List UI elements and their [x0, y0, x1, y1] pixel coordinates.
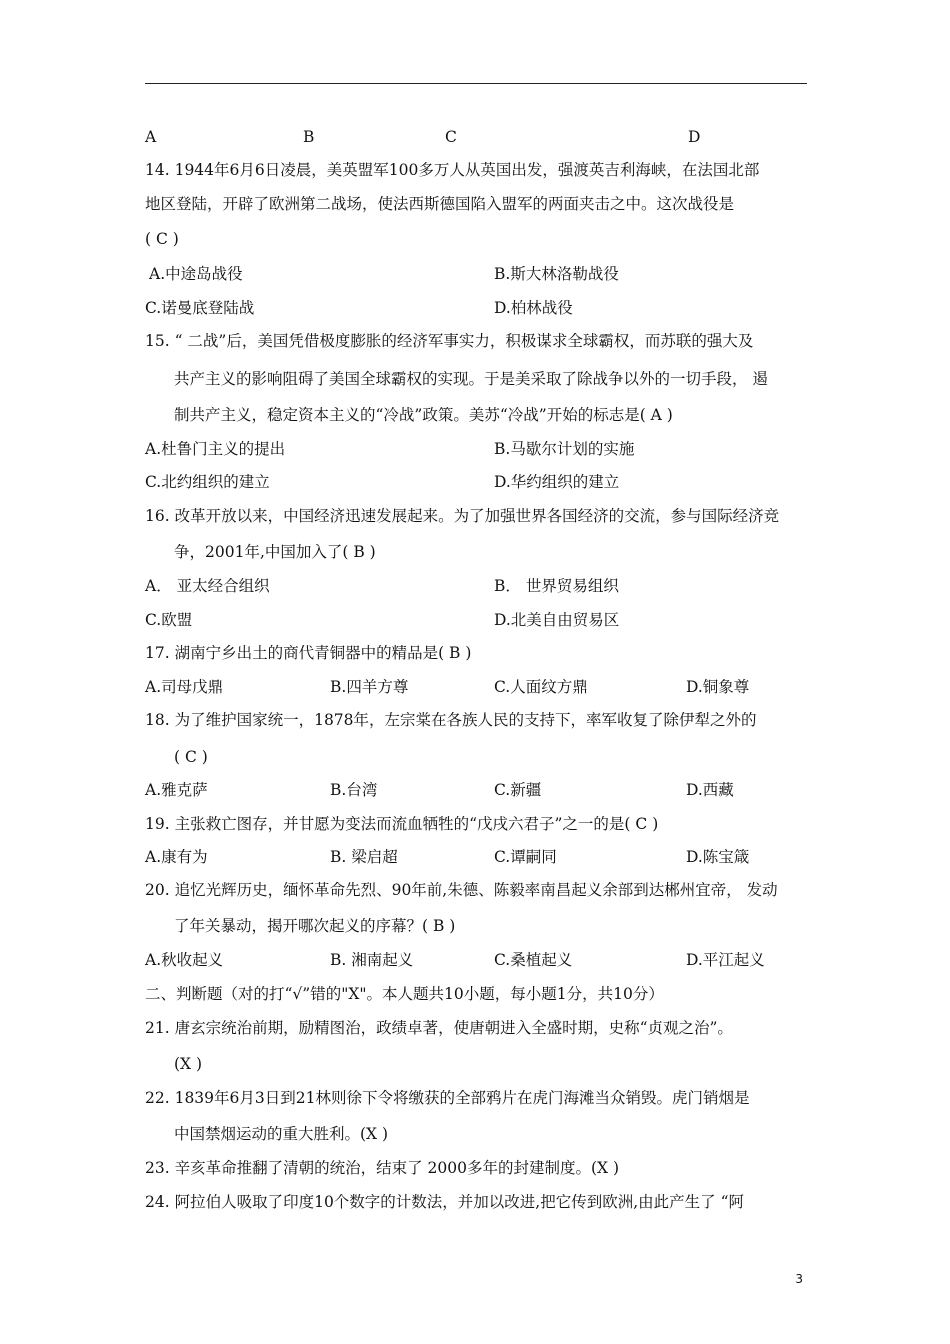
question-15-option-c: C.北约组织的建立	[145, 473, 270, 491]
question-18-option-c: C.新疆	[494, 781, 542, 799]
question-17-option-a: A.司母戊鼎	[145, 678, 224, 696]
header-rule	[145, 83, 807, 84]
question-20-option-a: A.秋收起义	[145, 951, 224, 969]
question-17-option-b: B.四羊方尊	[330, 678, 409, 696]
question-22-line-2: 中国禁烟运动的重大胜利。(X )	[174, 1125, 389, 1143]
question-14-line-1: 14. 1944年6月6日凌晨，美英盟军100多万人从英国出发，强渡英吉利海峡，在法国北部	[145, 161, 760, 179]
question-15-line-2: 共产主义的影响阻碍了美国全球霸权的实现。于是美采取了除战争以外的一切手段， 遏	[174, 370, 768, 388]
question-18-line-1: 18. 为了维护国家统一，1878年，左宗棠在各族人民的支持下，率军收复了除伊犁之外的	[145, 711, 757, 729]
question-20-line-2: 了年关暴动，揭开哪次起义的序幕？( B )	[174, 917, 456, 935]
question-16-option-c: C.欧盟	[145, 611, 193, 629]
question-18-option-d: D.西藏	[686, 781, 734, 799]
question-14-option-d: D.柏林战役	[494, 299, 573, 317]
question-15-line-3: 制共产主义，稳定资本主义的“冷战”政策。美苏“冷战”开始的标志是( A )	[174, 406, 673, 424]
question-15-line-1: 15. “ 二战”后，美国凭借极度膨胀的经济军事实力，积极谋求全球霸权，而苏联的强大及	[145, 332, 754, 350]
question-16-line-2: 争，2001年,中国加入了( B )	[174, 543, 376, 561]
question-16-option-a: A． 亚太经合组织	[145, 577, 270, 595]
question-16-option-b: B． 世界贸易组织	[494, 577, 619, 595]
option-b-label: B	[303, 128, 315, 146]
question-18-option-a: A.雅克萨	[145, 781, 208, 799]
question-18-option-b: B.台湾	[330, 781, 378, 799]
question-19-option-a: A.康有为	[145, 848, 208, 866]
question-16-line-1: 16. 改革开放以来，中国经济迅速发展起来。为了加强世界各国经济的交流，参与国际经济竞	[145, 507, 780, 525]
question-19-option-d: D.陈宝箴	[686, 848, 750, 866]
question-20-option-b: B. 湘南起义	[330, 951, 414, 969]
question-20-option-d: D.平江起义	[686, 951, 765, 969]
option-a-label: A	[145, 128, 157, 146]
page-number: 3	[795, 1272, 803, 1286]
question-17-option-c: C.人面纹方鼎	[494, 678, 588, 696]
question-15-option-b: B.马歇尔计划的实施	[494, 440, 635, 458]
question-14-option-c: C.诺曼底登陆战	[145, 299, 255, 317]
question-19-option-c: C.谭嗣同	[494, 848, 557, 866]
question-20-line-1: 20. 追忆光辉历史，缅怀革命先烈、90年前,朱德、陈毅率南昌起义余部到达郴州宜帝， 发动	[145, 881, 778, 899]
question-23-line-1: 23. 辛亥革命推翻了清朝的统治，结束了 2000多年的封建制度。(X )	[145, 1159, 620, 1177]
question-14-answer: ( C )	[145, 230, 179, 248]
question-21-line-1: 21. 唐玄宗统治前期，励精图治，政绩卓著，使唐朝进入全盛时期，史称“贞观之治”。	[145, 1019, 733, 1037]
option-c-label: C	[445, 128, 457, 146]
question-16-option-d: D.北美自由贸易区	[494, 611, 620, 629]
question-14-option-b: B.斯大林洛勒战役	[494, 265, 619, 283]
question-18-answer: ( C )	[174, 748, 208, 766]
question-15-option-d: D.华约组织的建立	[494, 473, 620, 491]
question-17-option-d: D.铜象尊	[686, 678, 750, 696]
question-14-line-2: 地区登陆，开辟了欧洲第二战场，使法西斯德国陷入盟军的两面夹击之中。这次战役是	[145, 195, 735, 213]
section-2-heading: 二、判断题（对的打“√”错的"X"。本人题共10小题，每小题1分，共10分）	[145, 985, 664, 1003]
question-22-line-1: 22. 1839年6月3日到21林则徐下令将缴获的全部鸦片在虎门海滩当众销毁。虎门销烟是	[145, 1089, 750, 1107]
option-d-label: D	[688, 128, 701, 146]
question-15-option-a: A.杜鲁门主义的提出	[145, 440, 286, 458]
question-19-option-b: B. 梁启超	[330, 848, 398, 866]
question-20-option-c: C.桑植起义	[494, 951, 573, 969]
question-14-option-a: A.中途岛战役	[149, 265, 243, 283]
question-24-line-1: 24. 阿拉伯人吸取了印度10个数字的计数法，并加以改进,把它传到欧洲,由此产生了 “阿	[145, 1193, 745, 1211]
question-21-answer: (X )	[174, 1055, 203, 1073]
question-19-line-1: 19. 主张救亡图存，并甘愿为变法而流血牺牲的“戊戌六君子”之一的是( C )	[145, 815, 659, 833]
question-17-line-1: 17. 湖南宁乡出土的商代青铜器中的精品是( B )	[145, 644, 472, 662]
